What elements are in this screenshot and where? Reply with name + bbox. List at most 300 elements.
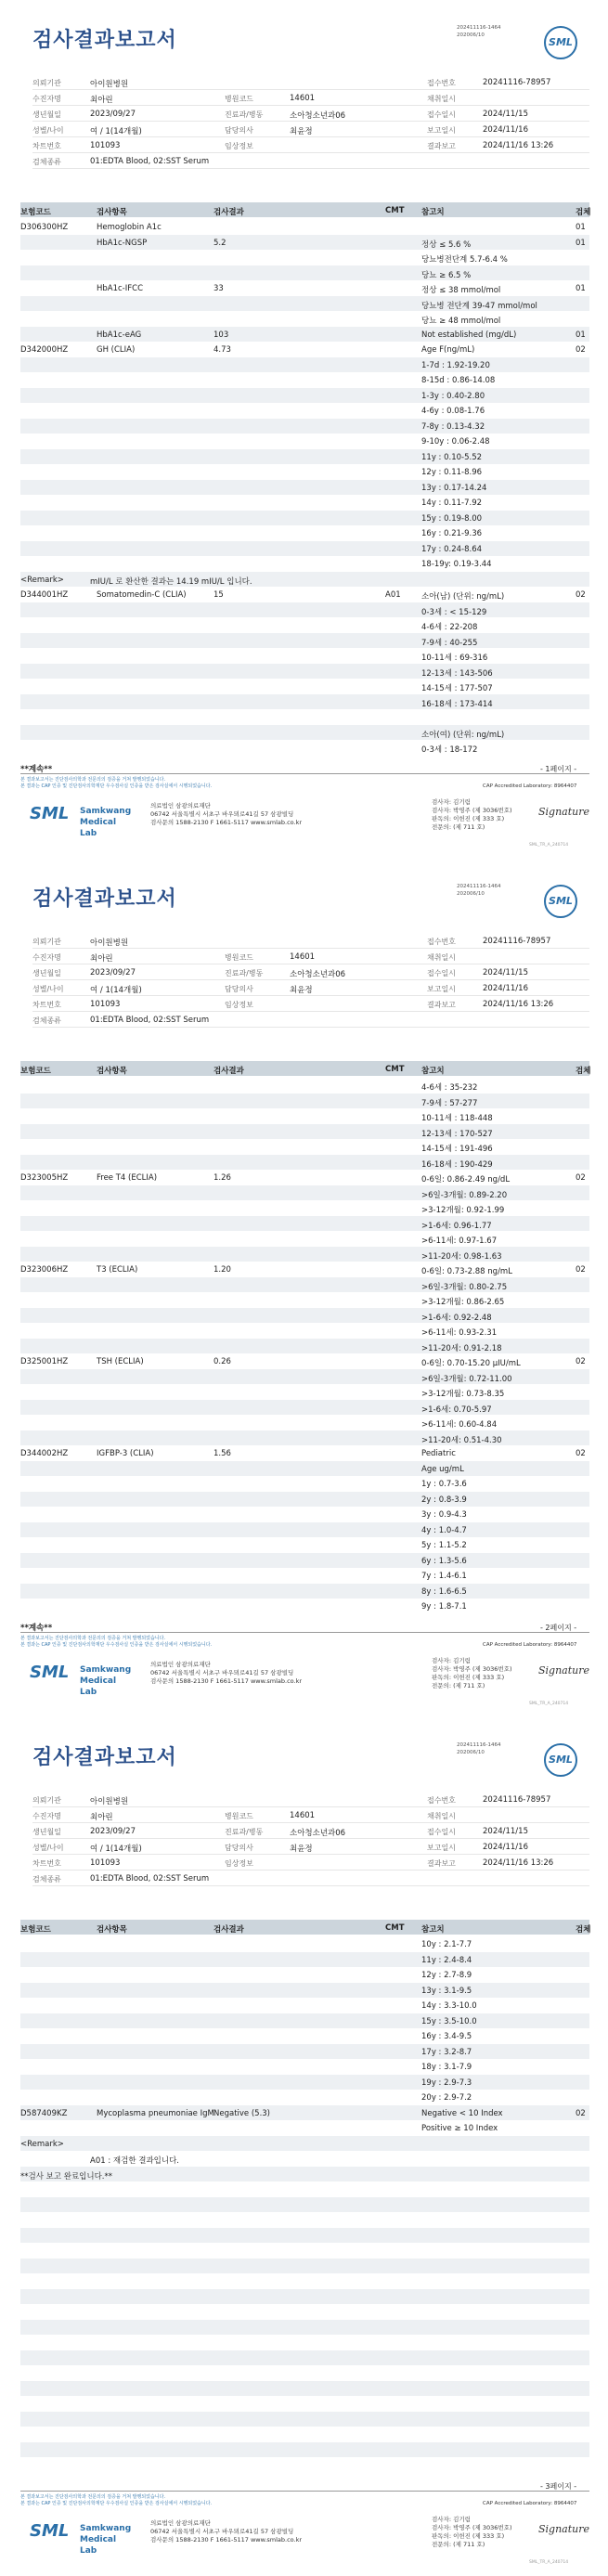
header-item: 검사항목 bbox=[97, 1925, 127, 1935]
address-line: 검사문의 1588-2130 F 1661-5117 www.smlab.co.kr bbox=[150, 1677, 303, 1685]
info-value: 20241116-78957 bbox=[483, 937, 551, 946]
info-label: 임상정보 bbox=[225, 1001, 253, 1009]
info-value: 최아린 bbox=[90, 1813, 113, 1822]
table-row bbox=[20, 1461, 589, 1477]
samkwang-logo bbox=[30, 1661, 132, 1698]
signer-line: 검사자: 박영주 (제 3036번호) bbox=[432, 2524, 512, 2531]
cell-specimen: 01 bbox=[576, 284, 586, 293]
cell-reference: 당뇨 ≥ 6.5 % bbox=[421, 270, 472, 280]
cell-reference: 4-6세 : 22-208 bbox=[421, 623, 478, 632]
table-row bbox=[20, 2289, 589, 2305]
table-row bbox=[20, 1277, 589, 1293]
table-row bbox=[20, 434, 589, 449]
info-value: 아이원병원 bbox=[90, 1797, 129, 1806]
address-line: 의료법인 삼광의료재단 bbox=[150, 802, 211, 809]
info-label: 채취일시 bbox=[427, 1812, 456, 1820]
signer-line: 검사자: 박영주 (제 3036번호) bbox=[432, 807, 512, 814]
cell-specimen: 02 bbox=[576, 1173, 586, 1183]
table-row bbox=[20, 633, 589, 649]
info-value: 2024/11/15 bbox=[483, 110, 528, 119]
table-row bbox=[20, 2228, 589, 2244]
address-line: 06742 서울특별시 서초구 바우뫼로41길 57 삼광빌딩 bbox=[150, 810, 294, 818]
report-page bbox=[0, 0, 608, 859]
info-label: 접수번호 bbox=[427, 79, 456, 87]
lab-address bbox=[150, 1661, 302, 1686]
signature-image: Signature bbox=[538, 2523, 590, 2535]
lab-address bbox=[150, 2519, 302, 2544]
table-row bbox=[20, 296, 589, 312]
table-row bbox=[20, 648, 589, 664]
table-row bbox=[20, 1216, 589, 1232]
cell-item: GH (CLIA) bbox=[97, 345, 136, 355]
cell-reference: 당뇨 ≥ 48 mmol/mol bbox=[421, 317, 501, 326]
cell-reference: 14-15세 : 191-496 bbox=[421, 1145, 493, 1154]
samkwang-name bbox=[80, 1664, 132, 1698]
info-value: 2024/11/16 bbox=[483, 125, 528, 135]
patient-info-row bbox=[32, 106, 589, 122]
cell-reference: 15y : 3.5-10.0 bbox=[421, 2016, 477, 2026]
cell-reference: 9-10y : 0.06-2.48 bbox=[421, 437, 490, 447]
table-row bbox=[20, 495, 589, 511]
notice-line: 본 결과보고서는 진단검사의학과 전문의의 검증을 거쳐 발행되었습니다. bbox=[20, 2494, 166, 2500]
table-row bbox=[20, 449, 589, 465]
table-row bbox=[20, 2412, 589, 2427]
cell-specimen: 01 bbox=[576, 238, 586, 248]
table-row bbox=[20, 235, 589, 251]
signer-line: 판독의: 이헌진 (제 333 호) bbox=[432, 1674, 505, 1681]
cell-reference: 7y : 1.4-6.1 bbox=[421, 1572, 467, 1581]
table-row bbox=[20, 1584, 589, 1599]
cap-accreditation: CAP Accredited Laboratory: 8964407 bbox=[483, 783, 577, 789]
table-row bbox=[20, 1139, 589, 1155]
info-label: 접수일시 bbox=[427, 1828, 456, 1836]
info-value: 14601 bbox=[290, 952, 316, 962]
table-row bbox=[20, 1998, 589, 2013]
info-value: 여 / 1(14개월) bbox=[90, 1845, 142, 1854]
info-value: 01:EDTA Blood, 02:SST Serum bbox=[90, 1874, 210, 1883]
brand-name-line: Medical Lab bbox=[80, 1676, 117, 1697]
cell-code: <Remark> bbox=[20, 2139, 64, 2149]
table-row bbox=[20, 1094, 589, 1109]
signer-line: 판독의: 이헌진 (제 333 호) bbox=[432, 2532, 505, 2540]
page-number: - 3페이지 - bbox=[540, 2482, 577, 2491]
signer-line: 검사자: 박영주 (제 3036번호) bbox=[432, 1665, 512, 1673]
table-row bbox=[20, 2136, 589, 2152]
cell-code: D325001HZ bbox=[20, 1357, 69, 1366]
cap-accreditation: CAP Accredited Laboratory: 8964407 bbox=[483, 1642, 577, 1648]
footer-rule bbox=[20, 1632, 589, 1633]
cell-specimen: 02 bbox=[576, 345, 586, 355]
info-value: 최아린 bbox=[90, 954, 113, 964]
info-value: 2023/09/27 bbox=[90, 110, 136, 119]
info-label: 검체종류 bbox=[32, 1875, 61, 1883]
table-row bbox=[20, 280, 589, 296]
cell-reference: Age F(ng/mL) bbox=[421, 345, 475, 355]
address-line: 검사문의 1588-2130 F 1661-5117 www.smlab.co.kr bbox=[150, 2536, 303, 2544]
info-label: 보고일시 bbox=[427, 1844, 456, 1852]
notice-line: 본 결과보고서는 진단검사의학과 전문의의 검증을 거쳐 발행되었습니다. bbox=[20, 1636, 166, 1641]
header-chk: 검체 bbox=[576, 1925, 591, 1935]
continued-text: **계속** bbox=[20, 1624, 53, 1633]
table-row bbox=[20, 679, 589, 694]
cell-reference: 당뇨병전단계 5.7-6.4 % bbox=[421, 255, 508, 265]
signer-line: 전문의: (제 711 호) bbox=[432, 1682, 485, 1689]
table-row bbox=[20, 2105, 589, 2121]
cell-item: Mycoplasma pneumoniae IgM bbox=[97, 2108, 214, 2118]
info-label: 병원코드 bbox=[225, 95, 253, 103]
patient-info-row bbox=[32, 137, 589, 153]
header-cmt: CMT bbox=[385, 1923, 405, 1933]
patient-info-row bbox=[32, 74, 589, 90]
header-chk: 검체 bbox=[576, 1067, 591, 1076]
cell-reference: Pediatric bbox=[421, 1449, 456, 1458]
patient-info-row bbox=[32, 90, 589, 106]
signature-image: Signature bbox=[538, 806, 590, 818]
header-chk: 검체 bbox=[576, 208, 591, 217]
notice-line: 본 결과보고서는 진단검사의학과 전문의의 검증을 거쳐 발행되었습니다. bbox=[20, 777, 166, 783]
table-row bbox=[20, 709, 589, 725]
info-label: 담당의사 bbox=[225, 126, 253, 135]
info-label: 진료과/병동 bbox=[225, 969, 264, 977]
cell-reference: 10-11세 : 118-448 bbox=[421, 1114, 493, 1123]
cell-reference: 16-18세 : 173-414 bbox=[421, 699, 493, 709]
cell-reference: 0-3세 : 18-172 bbox=[421, 745, 478, 755]
cell-reference: Not established (mg/dL) bbox=[421, 330, 517, 340]
cell-code: D342000HZ bbox=[20, 345, 69, 355]
table-row bbox=[20, 2059, 589, 2075]
table-row bbox=[20, 480, 589, 496]
cell-reference: >3-12개월: 0.86-2.65 bbox=[421, 1298, 505, 1307]
sml-logo: SML bbox=[544, 885, 577, 918]
samkwang-name bbox=[80, 2523, 132, 2557]
signers bbox=[432, 1657, 512, 1690]
header-result: 검사결과 bbox=[213, 1067, 244, 1076]
table-row bbox=[20, 572, 589, 588]
signer-line: 전문의: (제 711 호) bbox=[432, 823, 485, 831]
cell-reference: 10-11세 : 69-316 bbox=[421, 654, 488, 663]
header-code: 보험코드 bbox=[20, 1067, 51, 1076]
footer-notice bbox=[20, 2494, 212, 2506]
table-row bbox=[20, 2212, 589, 2228]
results-table-body bbox=[20, 1078, 589, 1614]
info-label: 검체종류 bbox=[32, 158, 61, 166]
header-ref: 참고치 bbox=[421, 1925, 445, 1935]
address-line: 06742 서울특별시 서초구 바우뫼로41길 57 삼광빌딩 bbox=[150, 1669, 294, 1676]
cell-result: 1.26 bbox=[213, 1173, 231, 1183]
cell-reference: 17y : 0.24-8.64 bbox=[421, 544, 483, 554]
cell-reference: >1-6세: 0.96-1.77 bbox=[421, 1221, 492, 1231]
address-line: 의료법인 삼광의료재단 bbox=[150, 2519, 211, 2527]
table-row bbox=[20, 1292, 589, 1308]
cell-item: IGFBP-3 (CLIA) bbox=[97, 1449, 154, 1458]
patient-info-row bbox=[32, 980, 589, 996]
header-cmt: CMT bbox=[385, 206, 405, 215]
cell-result: 5.2 bbox=[213, 238, 226, 248]
samkwang-mark: SML bbox=[30, 2521, 70, 2541]
cell-reference: 1-7d : 1.92-19.20 bbox=[421, 360, 490, 370]
cell-reference: 13y : 0.17-14.24 bbox=[421, 483, 487, 493]
info-value: 여 / 1(14개월) bbox=[90, 986, 142, 995]
cell-item: A01 : 재검한 결과입니다. bbox=[90, 2156, 179, 2166]
info-value: 최윤정 bbox=[290, 986, 313, 995]
cell-code: D306300HZ bbox=[20, 223, 69, 232]
cell-reference: 8-15d : 0.86-14.08 bbox=[421, 376, 496, 385]
table-row bbox=[20, 2304, 589, 2320]
table-row bbox=[20, 1339, 589, 1354]
table-row bbox=[20, 388, 589, 404]
table-row bbox=[20, 2044, 589, 2060]
cell-reference: 12y : 0.11-8.96 bbox=[421, 468, 483, 477]
info-value: 최윤정 bbox=[290, 1845, 313, 1854]
cell-reference: 12y : 2.7-8.9 bbox=[421, 1971, 472, 1980]
info-label: 수진자명 bbox=[32, 95, 61, 103]
cell-reference: >6일-3개월: 0.80-2.75 bbox=[421, 1282, 508, 1292]
samkwang-mark: SML bbox=[30, 1663, 70, 1682]
cell-reference: 12-13세 : 143-506 bbox=[421, 668, 493, 679]
cell-reference: >6-11세: 0.93-2.31 bbox=[421, 1328, 498, 1338]
info-value: 2024/11/16 13:26 bbox=[483, 1858, 554, 1868]
table-row bbox=[20, 327, 589, 343]
signer-line: 검사자: 김기림 bbox=[432, 798, 471, 806]
info-value: 2024/11/16 bbox=[483, 984, 528, 993]
info-value: 14601 bbox=[290, 94, 316, 103]
table-row bbox=[20, 2365, 589, 2381]
results-table-body bbox=[20, 1936, 589, 2473]
info-label: 채취일시 bbox=[427, 953, 456, 962]
cell-reference: 7-9세 : 40-255 bbox=[421, 638, 478, 648]
cell-item: HbA1c-eAG bbox=[97, 330, 142, 340]
header-ref: 참고치 bbox=[421, 208, 445, 217]
info-label: 생년월일 bbox=[32, 110, 61, 119]
cell-reference: 15y : 0.19-8.00 bbox=[421, 513, 483, 524]
cell-reference: Age ug/mL bbox=[421, 1464, 464, 1474]
cell-result: 4.73 bbox=[213, 345, 231, 355]
brand-name-line: Samkwang bbox=[80, 807, 132, 816]
info-label: 수진자명 bbox=[32, 953, 61, 962]
patient-info-row bbox=[32, 996, 589, 1012]
table-row bbox=[20, 2167, 589, 2182]
cell-reference: >3-12개월: 0.73-8.35 bbox=[421, 1390, 505, 1399]
cell-reference: 19y : 2.9-7.3 bbox=[421, 2078, 472, 2088]
table-row bbox=[20, 1170, 589, 1185]
cell-reference: 10y : 2.1-7.7 bbox=[421, 1940, 472, 1949]
info-value: 14601 bbox=[290, 1811, 316, 1820]
info-label: 수진자명 bbox=[32, 1812, 61, 1820]
patient-info-row bbox=[32, 1792, 589, 1807]
cell-item: mIU/L 로 환산한 결과는 14.19 mIU/L 입니다. bbox=[90, 576, 252, 587]
patient-info-row bbox=[32, 1855, 589, 1871]
table-row bbox=[20, 2427, 589, 2442]
info-label: 진료과/병동 bbox=[225, 1828, 264, 1836]
cell-reference: >6일-3개월: 0.72-11.00 bbox=[421, 1374, 512, 1384]
info-value: 아이원병원 bbox=[90, 938, 129, 948]
lab-address bbox=[150, 802, 302, 827]
cell-reference: >1-6세: 0.70-5.97 bbox=[421, 1405, 492, 1415]
table-row bbox=[20, 1384, 589, 1400]
info-label: 접수일시 bbox=[427, 110, 456, 119]
cell-item: Hemoglobin A1c bbox=[97, 223, 162, 232]
cell-reference: 4y : 1.0-4.7 bbox=[421, 1525, 467, 1535]
report-title: 검사결과보고서 bbox=[32, 887, 177, 911]
cell-code: D323006HZ bbox=[20, 1265, 69, 1275]
info-label: 보고일시 bbox=[427, 985, 456, 993]
footer-rule bbox=[20, 2491, 589, 2492]
table-row bbox=[20, 2151, 589, 2167]
info-label: 생년월일 bbox=[32, 1828, 61, 1836]
cell-result: 1.56 bbox=[213, 1449, 231, 1458]
document-code-line: 202006/10 bbox=[457, 1750, 485, 1755]
cell-reference: >6일-3개월: 0.89-2.20 bbox=[421, 1190, 508, 1200]
results-table-header bbox=[20, 1920, 589, 1935]
info-value: 2024/11/16 13:26 bbox=[483, 1000, 554, 1009]
cell-reference: >1-6세: 0.92-2.48 bbox=[421, 1313, 492, 1323]
cell-reference: 0-6일: 0.73-2.88 ng/mL bbox=[421, 1267, 512, 1276]
table-row bbox=[20, 1231, 589, 1247]
patient-info-row bbox=[32, 1871, 589, 1886]
table-row bbox=[20, 2442, 589, 2458]
info-label: 차트번호 bbox=[32, 1001, 61, 1009]
table-row bbox=[20, 1108, 589, 1124]
cell-reference: 0-3세 : < 15-129 bbox=[421, 607, 487, 617]
footer-notice bbox=[20, 777, 212, 789]
info-value: 20241116-78957 bbox=[483, 78, 551, 87]
patient-info-row bbox=[32, 1823, 589, 1839]
table-row bbox=[20, 664, 589, 680]
header-cmt: CMT bbox=[385, 1065, 405, 1074]
cell-result: 103 bbox=[213, 330, 229, 340]
samkwang-mark: SML bbox=[30, 804, 70, 823]
cell-item: Free T4 (ECLIA) bbox=[97, 1173, 158, 1183]
table-row bbox=[20, 342, 589, 357]
patient-info-row bbox=[32, 964, 589, 980]
table-row bbox=[20, 1369, 589, 1385]
info-label: 채취일시 bbox=[427, 95, 456, 103]
info-value: 01:EDTA Blood, 02:SST Serum bbox=[90, 1016, 210, 1025]
cell-reference: 1-3y : 0.40-2.80 bbox=[421, 391, 485, 401]
info-value: 101093 bbox=[90, 1858, 121, 1868]
table-row bbox=[20, 219, 589, 235]
cell-specimen: 02 bbox=[576, 1357, 586, 1366]
header-ref: 참고치 bbox=[421, 1067, 445, 1076]
header-code: 보험코드 bbox=[20, 208, 51, 217]
brand-name-line: Samkwang bbox=[80, 2524, 132, 2533]
form-version: SML_TR_A_240714 bbox=[529, 843, 569, 848]
sml-logo: SML bbox=[544, 26, 577, 59]
table-row bbox=[20, 1952, 589, 1968]
cell-reference: 3y : 0.9-4.3 bbox=[421, 1510, 467, 1520]
cell-specimen: 02 bbox=[576, 590, 586, 600]
cell-reference: 16y : 3.4-9.5 bbox=[421, 2032, 472, 2041]
info-value: 아이원병원 bbox=[90, 80, 129, 89]
table-row bbox=[20, 2335, 589, 2350]
table-row bbox=[20, 419, 589, 434]
table-row bbox=[20, 2013, 589, 2029]
address-line: 06742 서울특별시 서초구 바우뫼로41길 57 삼광빌딩 bbox=[150, 2528, 294, 2535]
footer-rule bbox=[20, 773, 589, 774]
cell-reference: 12-13세 : 170-527 bbox=[421, 1129, 493, 1139]
cell-specimen: 01 bbox=[576, 223, 586, 232]
info-label: 성별/나이 bbox=[32, 126, 64, 135]
table-row bbox=[20, 694, 589, 710]
cell-item: TSH (ECLIA) bbox=[97, 1357, 144, 1366]
cell-reference: 5y : 1.1-5.2 bbox=[421, 1541, 467, 1550]
cell-reference: 0-6일: 0.70-15.20 µIU/mL bbox=[421, 1359, 521, 1368]
info-value: 101093 bbox=[90, 141, 121, 150]
info-value: 최아린 bbox=[90, 96, 113, 105]
info-label: 담당의사 bbox=[225, 1844, 253, 1852]
samkwang-name bbox=[80, 806, 132, 839]
info-label: 접수번호 bbox=[427, 1796, 456, 1805]
cell-reference: 7-8y : 0.13-4.32 bbox=[421, 421, 485, 432]
info-label: 차트번호 bbox=[32, 1859, 61, 1868]
cell-item: HbA1c-NGSP bbox=[97, 238, 148, 248]
info-label: 임상정보 bbox=[225, 142, 253, 150]
cell-reference: 14y : 3.3-10.0 bbox=[421, 2001, 477, 2011]
cell-code: <Remark> bbox=[20, 575, 64, 585]
signer-line: 판독의: 이헌진 (제 333 호) bbox=[432, 815, 505, 822]
sml-logo: SML bbox=[544, 1743, 577, 1777]
table-row bbox=[20, 2320, 589, 2336]
cell-cmt: A01 bbox=[385, 590, 401, 600]
document-code-line: 202411116-1464 bbox=[457, 884, 501, 889]
info-label: 검체종류 bbox=[32, 1016, 61, 1025]
info-label: 생년월일 bbox=[32, 969, 61, 977]
document-code-line: 202411116-1464 bbox=[457, 1742, 501, 1748]
results-table-body bbox=[20, 219, 589, 756]
table-row bbox=[20, 2197, 589, 2213]
info-label: 결과보고 bbox=[427, 1859, 456, 1868]
patient-info-row bbox=[32, 153, 589, 169]
notice-line: 본 결과는 CAP 인증 및 진단검사의학재단 우수검사실 인증을 받은 검사실에서 시행되었습니다. bbox=[20, 783, 213, 789]
table-row bbox=[20, 2028, 589, 2044]
table-row bbox=[20, 1476, 589, 1492]
cell-item: Somatomedin-C (CLIA) bbox=[97, 590, 187, 600]
table-row bbox=[20, 1507, 589, 1522]
table-row bbox=[20, 464, 589, 480]
table-row bbox=[20, 1445, 589, 1461]
table-row bbox=[20, 1936, 589, 1952]
cell-reference: 11y : 2.4-8.4 bbox=[421, 1955, 472, 1965]
patient-info-row bbox=[32, 949, 589, 964]
patient-info-row bbox=[32, 1012, 589, 1028]
form-version: SML_TR_A_240714 bbox=[529, 2560, 569, 2565]
header-item: 검사항목 bbox=[97, 208, 127, 217]
table-row bbox=[20, 541, 589, 557]
table-row bbox=[20, 1553, 589, 1569]
table-row bbox=[20, 1492, 589, 1508]
cell-specimen: 02 bbox=[576, 2108, 586, 2118]
header-result: 검사결과 bbox=[213, 208, 244, 217]
cell-specimen: 01 bbox=[576, 330, 586, 340]
samkwang-logo bbox=[30, 2519, 132, 2557]
info-label: 결과보고 bbox=[427, 142, 456, 150]
table-row bbox=[20, 617, 589, 633]
brand-name-line: Medical Lab bbox=[80, 2535, 117, 2556]
header-code: 보험코드 bbox=[20, 1925, 51, 1935]
table-row bbox=[20, 2075, 589, 2091]
info-label: 성별/나이 bbox=[32, 985, 64, 993]
info-value: 2023/09/27 bbox=[90, 968, 136, 977]
table-row bbox=[20, 725, 589, 741]
address-line: 의료법인 삼광의료재단 bbox=[150, 1661, 211, 1668]
header-item: 검사항목 bbox=[97, 1067, 127, 1076]
header-result: 검사결과 bbox=[213, 1925, 244, 1935]
table-row bbox=[20, 2273, 589, 2289]
signer-line: 검사자: 김기림 bbox=[432, 1657, 471, 1664]
table-row bbox=[20, 1599, 589, 1614]
table-row bbox=[20, 511, 589, 526]
cell-reference: 20y : 2.9-7.2 bbox=[421, 2093, 472, 2103]
